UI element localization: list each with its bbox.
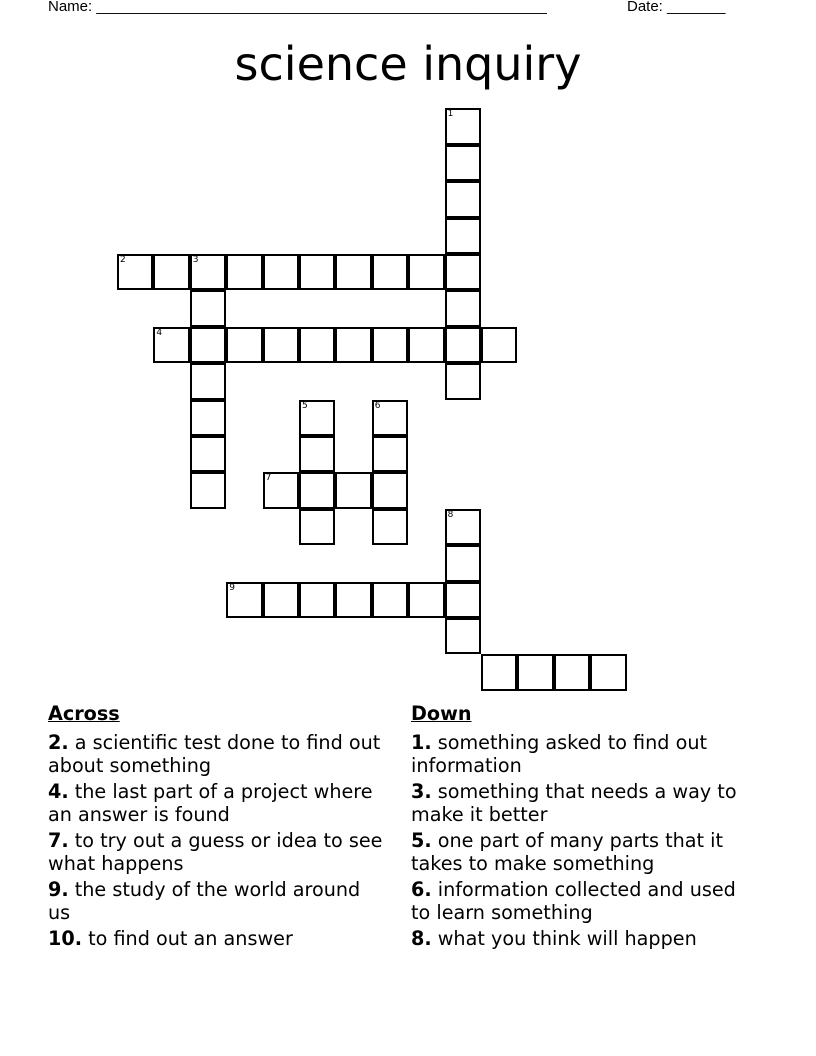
grid-cell[interactable]: [263, 254, 299, 290]
grid-cell[interactable]: [153, 327, 189, 363]
grid-cell[interactable]: [408, 327, 444, 363]
grid-cell[interactable]: [445, 254, 481, 290]
grid-cell[interactable]: [335, 472, 371, 508]
grid-cell[interactable]: [590, 654, 626, 690]
down-clue: 8. what you think will happen: [411, 927, 697, 950]
grid-cell[interactable]: [372, 254, 408, 290]
grid-cell[interactable]: [408, 582, 444, 618]
clue-number: 8: [447, 509, 454, 520]
grid-cell[interactable]: [372, 436, 408, 472]
grid-cell[interactable]: [190, 363, 226, 399]
grid-cell[interactable]: [445, 218, 481, 254]
clue-number: 2: [120, 255, 126, 265]
grid-cell[interactable]: [190, 327, 226, 363]
grid-cell[interactable]: [263, 472, 299, 508]
grid-cell[interactable]: [372, 509, 408, 545]
grid-cell[interactable]: [372, 472, 408, 508]
down-clue: 5. one part of many parts that it takes to make something: [411, 829, 724, 875]
grid-cell[interactable]: [445, 108, 481, 144]
grid-cell[interactable]: [445, 545, 481, 581]
grid-cell[interactable]: [190, 254, 226, 290]
clue-number: 3: [192, 255, 199, 265]
grid-cell[interactable]: [372, 327, 408, 363]
grid-cell[interactable]: [481, 654, 517, 690]
grid-cell[interactable]: [226, 254, 262, 290]
across-clue: 9. the study of the world around us: [48, 878, 361, 924]
clue-number: 6: [374, 400, 381, 411]
grid-cell[interactable]: [153, 254, 189, 290]
grid-cell[interactable]: [263, 582, 299, 618]
grid-cell[interactable]: [372, 400, 408, 436]
across-clue: 4. the last part of a project where an answer is found: [48, 780, 373, 826]
clue-number: 5: [302, 400, 308, 411]
clue-number: 4: [156, 327, 163, 338]
grid-cell[interactable]: [226, 582, 262, 618]
clue-number: 7: [265, 473, 272, 484]
date-field[interactable]: Date: _______: [627, 0, 726, 15]
grid-cell[interactable]: [263, 327, 299, 363]
grid-cell[interactable]: [299, 327, 335, 363]
grid-cell[interactable]: [335, 254, 371, 290]
down-heading: Down: [411, 702, 472, 725]
across-heading: Across: [48, 702, 120, 725]
grid-cell[interactable]: [372, 582, 408, 618]
down-clue: 6. information collected and used to learn something: [411, 878, 736, 924]
grid-cell[interactable]: [299, 509, 335, 545]
grid-cell[interactable]: [445, 327, 481, 363]
grid-cell[interactable]: [445, 145, 481, 181]
grid-cell[interactable]: [445, 582, 481, 618]
grid-cell[interactable]: [190, 290, 226, 326]
grid-cell[interactable]: [445, 181, 481, 217]
grid-cell[interactable]: [226, 327, 262, 363]
grid-cell[interactable]: [445, 290, 481, 326]
down-clues: [411, 702, 751, 953]
grid-cell[interactable]: [299, 472, 335, 508]
grid-cell[interactable]: [299, 400, 335, 436]
across-clue: 7. to try out a guess or idea to see what happens: [48, 829, 383, 875]
grid-cell[interactable]: [445, 509, 481, 545]
across-clue: 10. to find out an answer: [48, 927, 293, 950]
name-field[interactable]: Name: ______________________________________________________: [48, 0, 547, 15]
across-clue: 2. a scientific test done to find out about something: [48, 731, 381, 777]
grid-cell[interactable]: [190, 400, 226, 436]
grid-cell[interactable]: [190, 472, 226, 508]
grid-cell[interactable]: [190, 436, 226, 472]
grid-cell[interactable]: [299, 254, 335, 290]
grid-cell[interactable]: [335, 327, 371, 363]
grid-cell[interactable]: [517, 654, 553, 690]
grid-cell[interactable]: [445, 618, 481, 654]
grid-cell[interactable]: [408, 254, 444, 290]
down-clue: 1. something asked to find out information: [411, 731, 708, 777]
across-clues: [48, 702, 388, 953]
clue-number: 9: [229, 582, 235, 593]
grid-cell[interactable]: [299, 582, 335, 618]
puzzle-title: science inquiry: [234, 37, 582, 91]
grid-cell[interactable]: [299, 436, 335, 472]
grid-cell[interactable]: [335, 582, 371, 618]
grid-cell[interactable]: [554, 654, 590, 690]
grid-cell[interactable]: [481, 327, 517, 363]
grid-cell[interactable]: [445, 363, 481, 399]
clue-number: 1: [447, 109, 454, 120]
down-clue: 3. something that needs a way to make it better: [411, 780, 737, 826]
grid-cell[interactable]: [117, 254, 153, 290]
